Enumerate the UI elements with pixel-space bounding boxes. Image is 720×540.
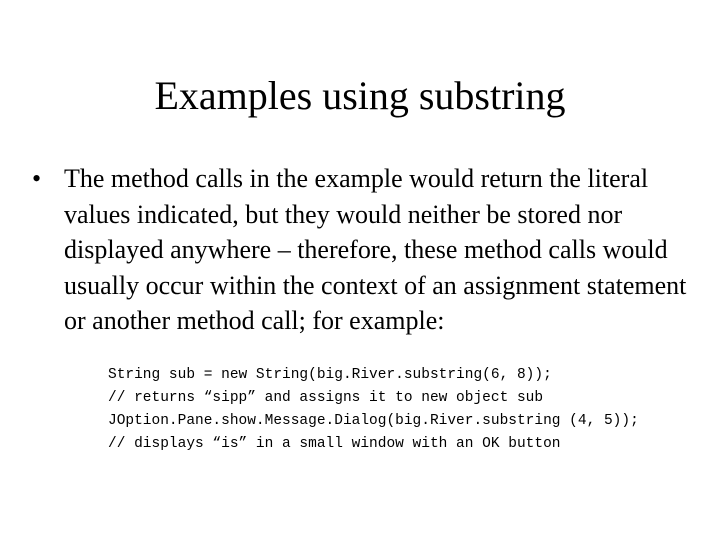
slide-title: Examples using substring (154, 73, 566, 118)
code-line-substring-call: String sub = new String(big.River.substring(6, 8)); (108, 367, 552, 383)
code-line-show-dialog: JOption.Pane.show.Message.Dialog(big.River.substring (4, 5)); (108, 413, 639, 429)
code-comment-returns: // returns “sipp” and assigns it to new object sub (108, 390, 544, 406)
bullet-dot-icon: • (32, 164, 42, 193)
bullet-text: The method calls in the example would return the literal values indicated, but they would neither be stored nor displayed anywhere – therefore, these method calls would usually occur within the context of an assignment statement or another method call; for example: (64, 164, 687, 335)
code-example (108, 364, 708, 456)
bullet-item (32, 161, 712, 339)
code-comment-displays: // displays “is” in a small window with an OK button (108, 436, 561, 452)
